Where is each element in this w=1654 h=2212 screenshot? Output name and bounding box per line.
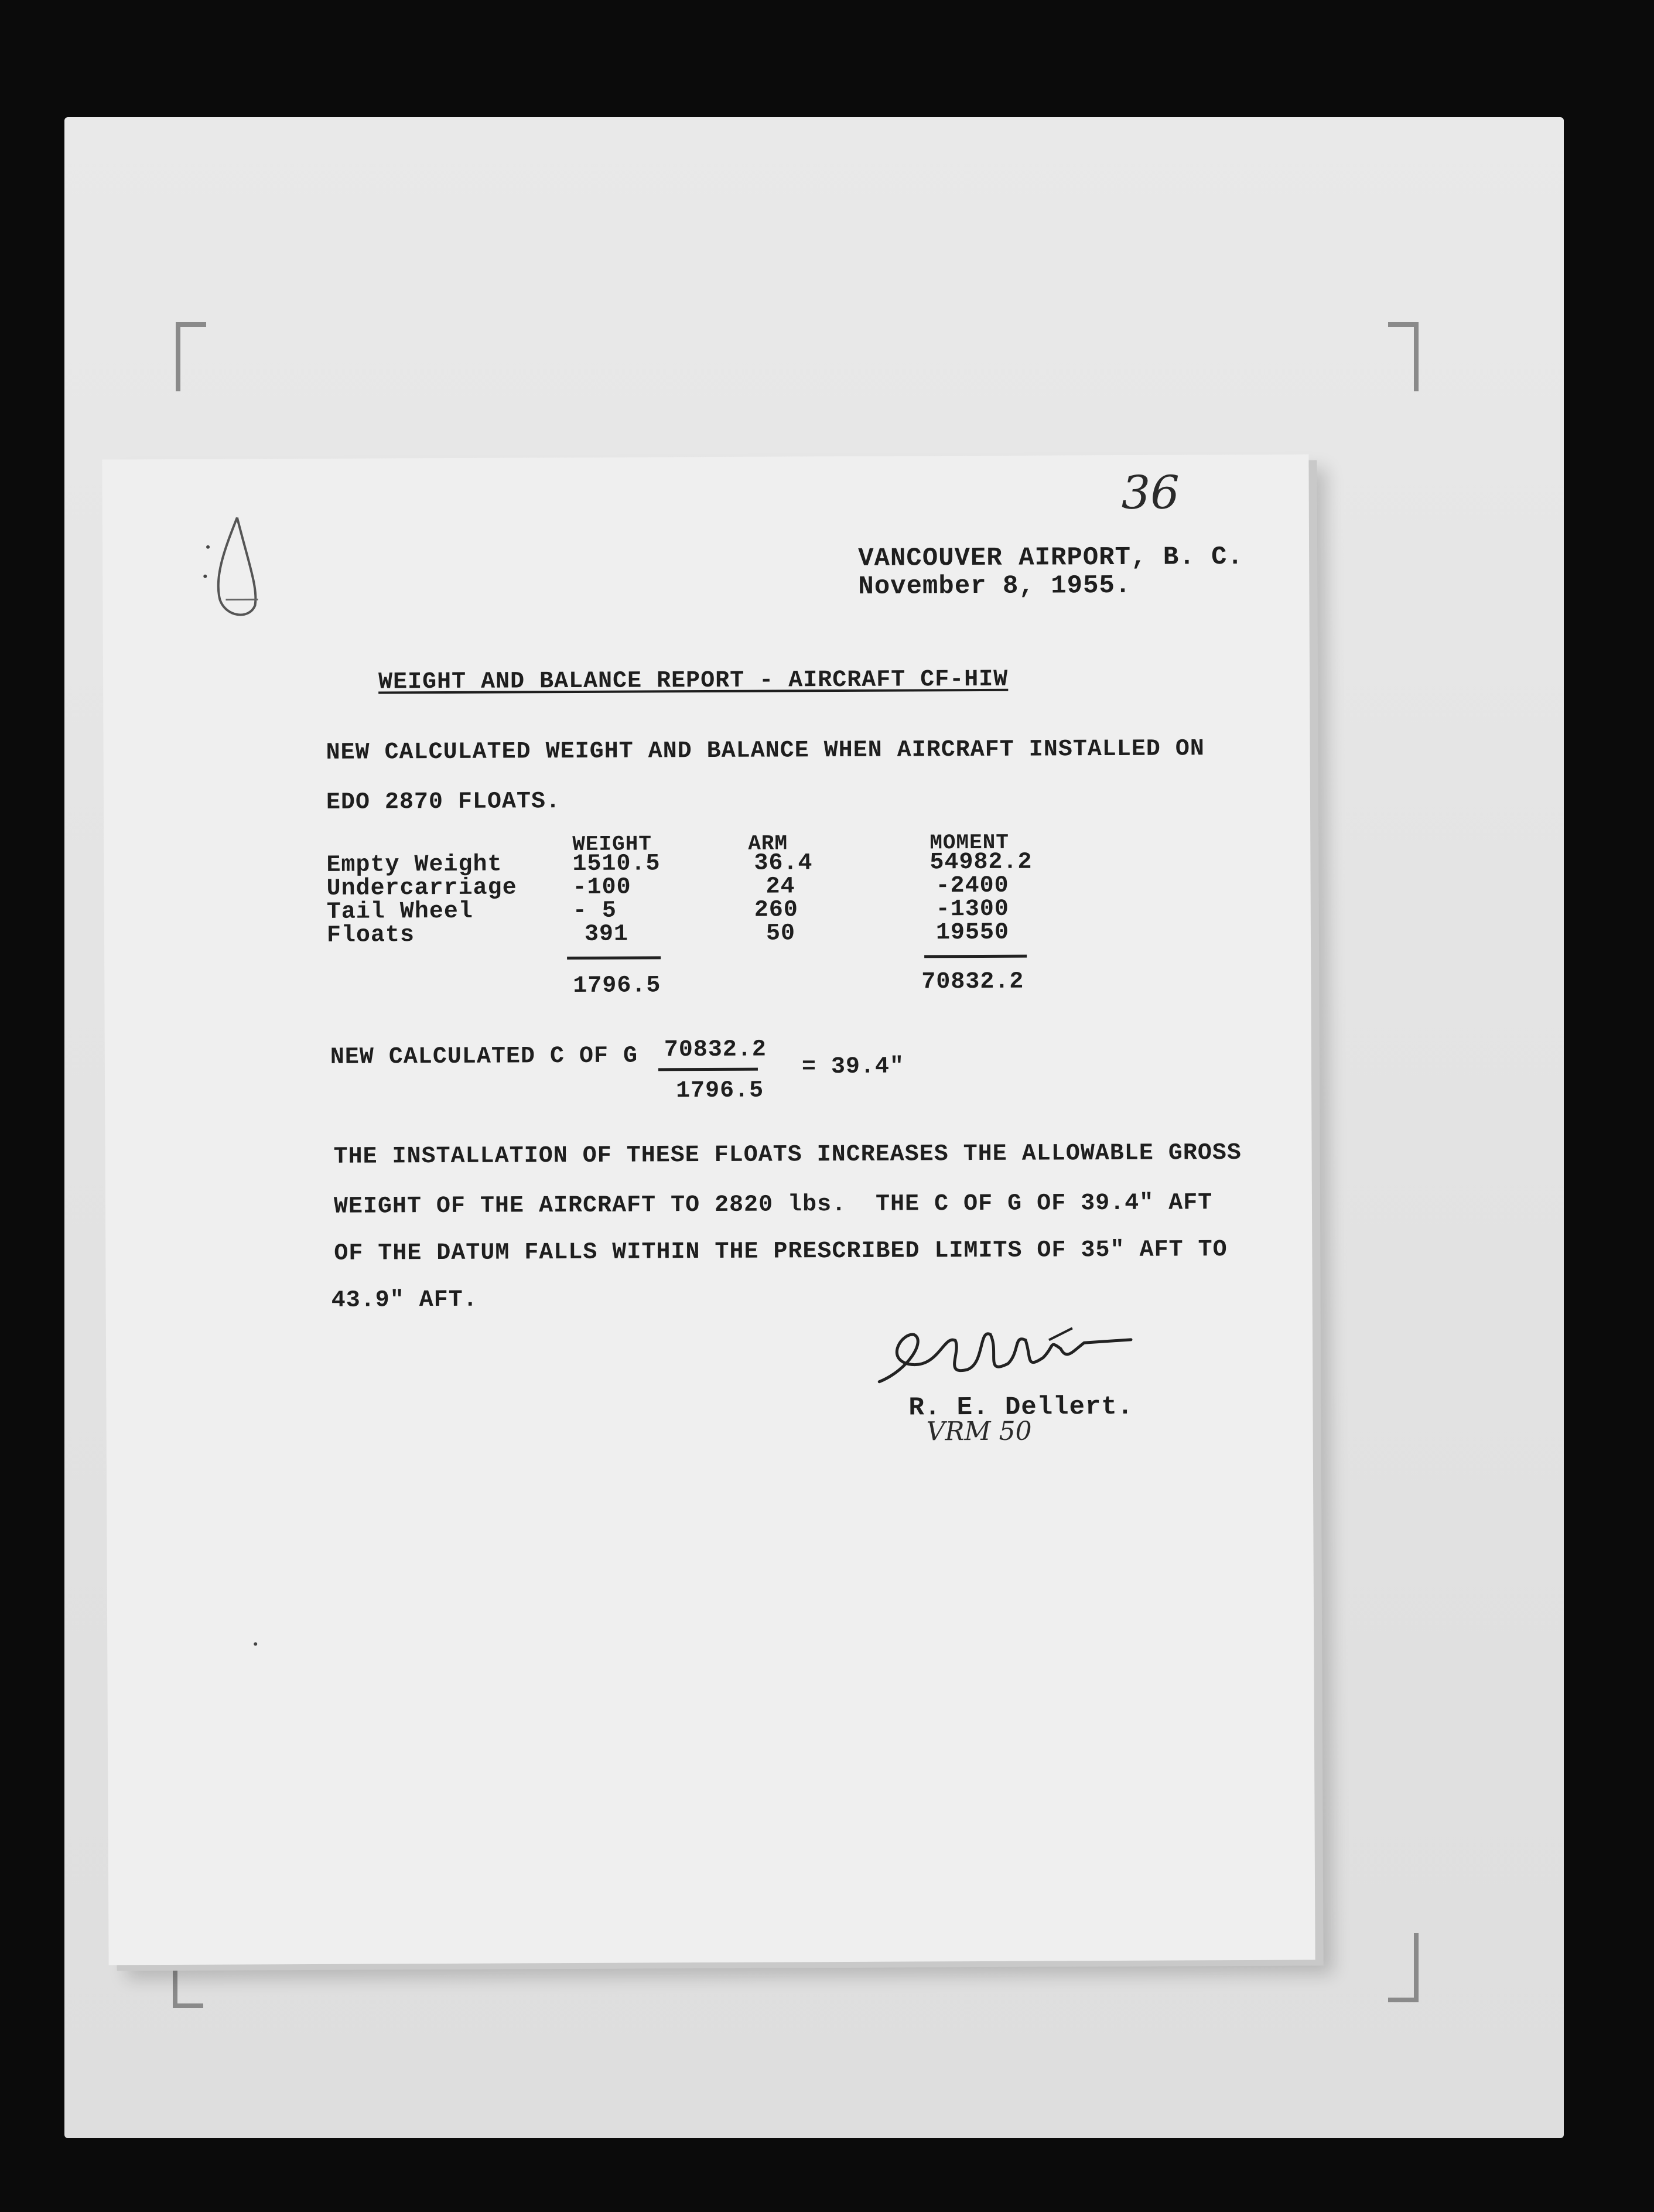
cg-result: = 39.4"	[801, 1053, 905, 1081]
row-weight: 1510.5	[572, 851, 661, 878]
location: VANCOUVER AIRPORT, B. C.	[858, 542, 1243, 574]
row-label: Floats	[326, 922, 415, 949]
total-weight: 1796.5	[573, 972, 661, 1000]
row-arm: 24	[766, 873, 795, 900]
crop-mark-top-left	[176, 322, 206, 391]
col-header-arm: ARM	[748, 831, 788, 856]
row-weight: -100	[572, 874, 631, 902]
row-moment: -1300	[935, 896, 1009, 923]
report-date: November 8, 1955.	[858, 571, 1132, 602]
speck	[254, 1642, 257, 1646]
cg-fraction-bar	[658, 1068, 758, 1071]
cg-label: NEW CALCULATED C OF G	[330, 1043, 638, 1071]
crop-mark-bottom-right	[1388, 1933, 1419, 2002]
cg-denominator: 1796.5	[676, 1077, 764, 1105]
intro-line-2: EDO 2870 FLOATS.	[326, 788, 561, 816]
report-title: WEIGHT AND BALANCE REPORT - AIRCRAFT CF-HIW	[378, 666, 1009, 696]
moment-total-rule	[924, 955, 1027, 958]
pencil-mark-icon	[202, 511, 273, 629]
col-header-moment: MOMENT	[929, 830, 1009, 855]
row-weight: 391	[584, 921, 629, 948]
conclusion-line: OF THE DATUM FALLS WITHIN THE PRESCRIBED LIMITS OF 35" AFT TO	[334, 1237, 1228, 1267]
row-arm: 260	[754, 897, 798, 924]
row-moment: -2400	[935, 872, 1009, 900]
handwritten-signature	[873, 1316, 1143, 1394]
signatory-name: R. E. Dellert.	[908, 1392, 1134, 1423]
cg-numerator: 70832.2	[664, 1036, 767, 1064]
page-number: 36	[1121, 466, 1180, 520]
signature-note: VRM 50	[926, 1416, 1032, 1447]
row-label: Undercarriage	[326, 875, 517, 902]
intro-line-1: NEW CALCULATED WEIGHT AND BALANCE WHEN AIRCRAFT INSTALLED ON	[326, 736, 1205, 766]
row-weight: - 5	[572, 897, 617, 925]
row-arm: 50	[766, 920, 796, 947]
conclusion-line: WEIGHT OF THE AIRCRAFT TO 2820 lbs. THE C OF G OF 39.4" AFT	[333, 1190, 1213, 1220]
row-arm: 36.4	[754, 850, 813, 877]
row-moment: 19550	[935, 919, 1010, 947]
conclusion-line: THE INSTALLATION OF THESE FLOATS INCREASES THE ALLOWABLE GROSS	[333, 1140, 1242, 1170]
row-moment: 54982.2	[929, 849, 1033, 876]
row-label: Empty Weight	[326, 851, 503, 879]
total-moment: 70832.2	[921, 968, 1024, 996]
conclusion-line: 43.9" AFT.	[331, 1286, 478, 1314]
weight-total-rule	[567, 956, 661, 960]
col-header-weight: WEIGHT	[572, 832, 652, 857]
report-sheet	[102, 455, 1315, 1965]
crop-mark-top-right	[1388, 322, 1419, 391]
row-label: Tail Wheel	[326, 898, 473, 926]
